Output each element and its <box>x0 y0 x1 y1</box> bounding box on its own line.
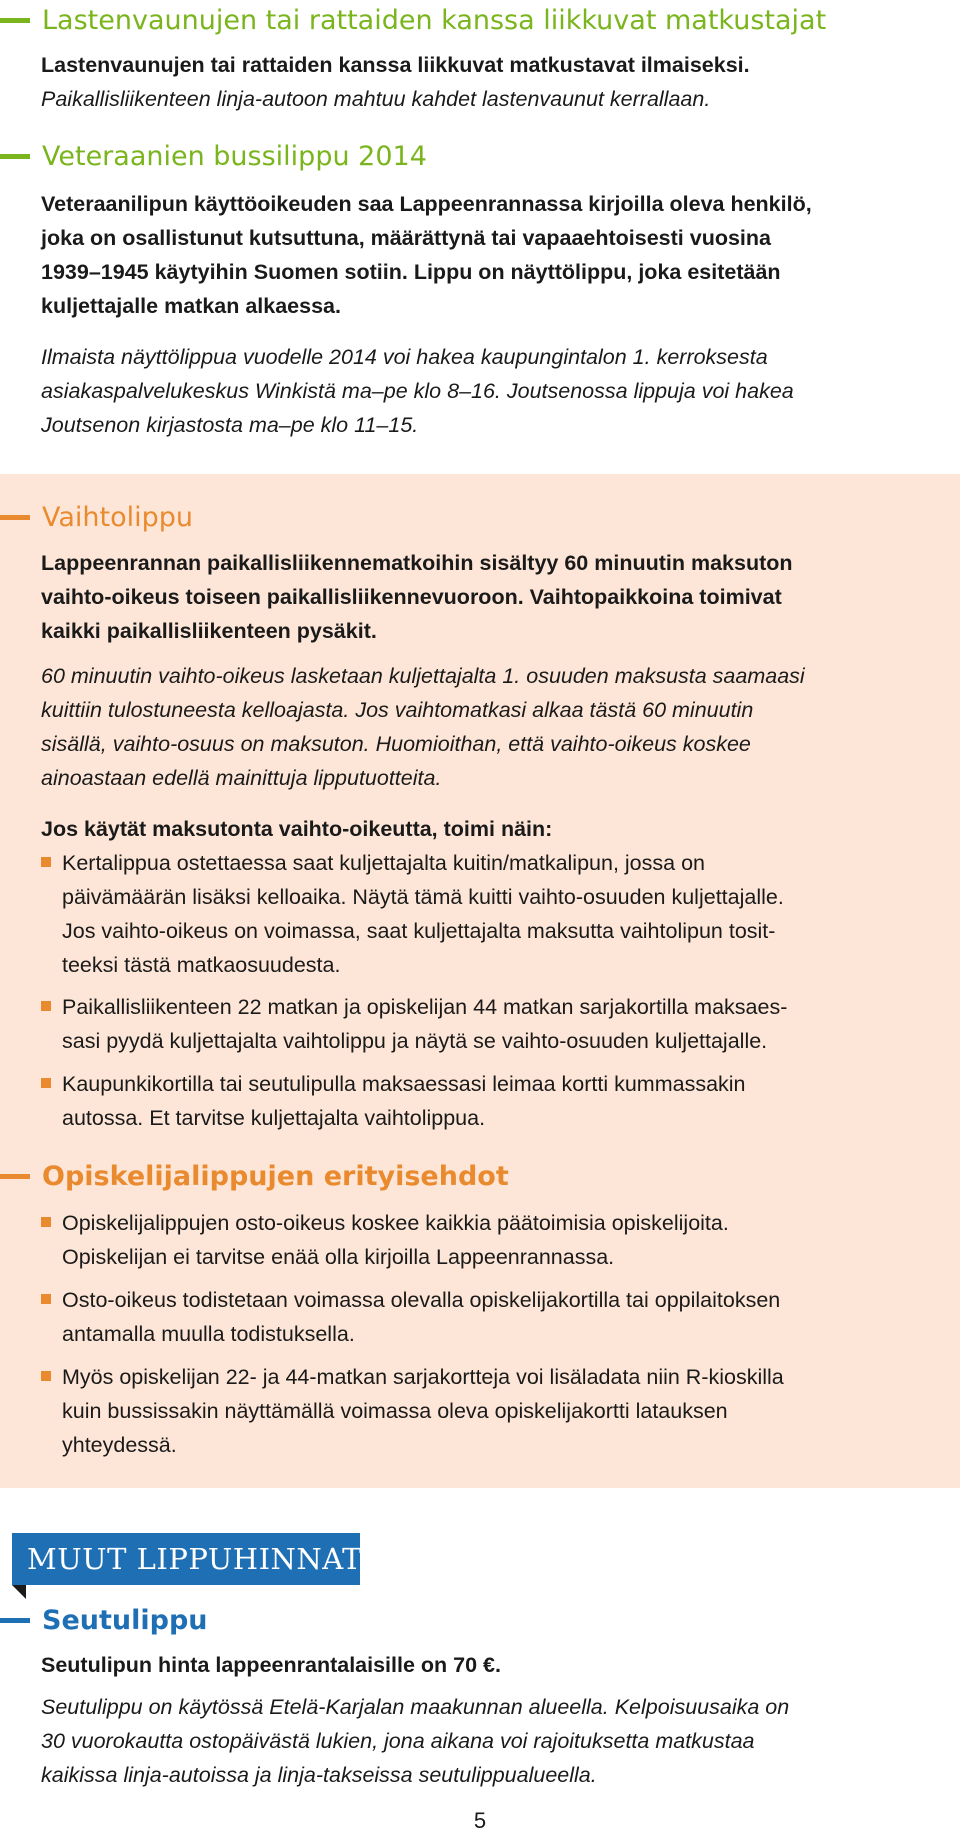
bullet-square <box>41 857 51 867</box>
banner-corner-fold <box>12 1585 26 1599</box>
vaihtolippu-lead-line: kaikki paikallisliikenteen pysäkit. <box>41 619 377 643</box>
bullet-square <box>41 1078 51 1088</box>
heading-text: Veteraanien bussilippu 2014 <box>42 140 427 172</box>
heading-marker <box>0 1618 30 1623</box>
list-item-line: Paikallisliikenteen 22 matkan ja opiskelijan 44 matkan sarjakortilla maksaes- <box>62 995 788 1019</box>
vaihtolippu-note-line: 60 minuutin vaihto-oikeus lasketaan kuljettajalta 1. osuuden maksusta saamaasi <box>41 664 805 688</box>
heading-marker <box>0 1174 30 1179</box>
vaihtolippu-note-line: sisällä, vaihto-osuus on maksuton. Huomioithan, että vaihto-oikeus koskee <box>41 732 751 756</box>
veteraanit-lead-line: joka on osallistunut kutsuttuna, määrättynä tai vapaaehtoisesti vuosina <box>41 226 771 250</box>
list-item-line: Jos vaihto-oikeus on voimassa, saat kuljettajalta maksutta vaihtolipun tosit- <box>62 919 776 943</box>
list-item-line: teeksi tästä matkaosuudesta. <box>62 953 341 977</box>
heading-opiskelija <box>0 1158 509 1194</box>
veteraanit-lead-line: 1939–1945 käytyihin Suomen sotiin. Lippu on näyttölippu, joka esitetään <box>41 260 781 284</box>
bullet-square <box>41 1217 51 1227</box>
heading-lastenvaunut <box>0 2 826 38</box>
heading-seutulippu <box>0 1602 208 1638</box>
heading-marker <box>0 154 30 159</box>
veteraanit-note-line: asiakaspalvelukeskus Winkistä ma–pe klo 8–16. Joutsenossa lippuja voi hakea <box>41 379 794 403</box>
list-item-line: sasi pyydä kuljettajalta vaihtolippu ja näytä se vaihto-osuuden kuljettajalle. <box>62 1029 768 1053</box>
bullet-square <box>41 1294 51 1304</box>
list-item-line: Opiskelijan ei tarvitse enää olla kirjoilla Lappeenrannassa. <box>62 1245 615 1269</box>
bullet-square <box>41 1371 51 1381</box>
vaihtolippu-lead-line: Lappeenrannan paikallisliikennematkoihin sisältyy 60 minuutin maksuton <box>41 551 793 575</box>
seutulippu-note-line: Seutulippu on käytössä Etelä-Karjalan maakunnan alueella. Kelpoisuusaika on <box>41 1695 790 1719</box>
list-item-line: Kaupunkikortilla tai seutulipulla maksaessasi leimaa kortti kummassakin <box>62 1072 746 1096</box>
heading-text: Opiskelijalippujen erityisehdot <box>42 1160 509 1192</box>
heading-text: Seutulippu <box>42 1604 208 1636</box>
list-item-line: Osto-oikeus todistetaan voimassa olevalla opiskelijakortilla tai oppilaitoksen <box>62 1288 781 1312</box>
banner-title: MUUT LIPPUHINNAT <box>27 1542 363 1576</box>
vaihtolippu-list-title: Jos käytät maksutonta vaihto-oikeutta, toimi näin: <box>41 817 553 841</box>
veteraanit-note-line: Ilmaista näyttölippua vuodelle 2014 voi hakea kaupungintalon 1. kerroksesta <box>41 345 768 369</box>
list-item-line: Kertalippua ostettaessa saat kuljettajalta kuitin/matkalipun, jossa on <box>62 851 705 875</box>
heading-vaihtolippu <box>0 499 193 535</box>
list-item-line: päivämäärän lisäksi kelloaika. Näytä tämä kuitti vaihto-osuuden kuljettajalle. <box>62 885 784 909</box>
list-item-line: yhteydessä. <box>62 1433 177 1457</box>
seutulippu-lead: Seutulipun hinta lappeenrantalaisille on 70 €. <box>41 1653 501 1677</box>
list-item-line: Opiskelijalippujen osto-oikeus koskee kaikkia päätoimisia opiskelijoita. <box>62 1211 729 1235</box>
seutulippu-note-line: 30 vuorokautta ostopäivästä lukien, jona aikana voi rajoituksetta matkustaa <box>41 1729 755 1753</box>
lastenvaunut-lead: Lastenvaunujen tai rattaiden kanssa liikkuvat matkustavat ilmaiseksi. <box>41 53 750 77</box>
vaihtolippu-note-line: kuittiin tulostuneesta kelloajasta. Jos vaihtomatkasi alkaa tästä 60 minuutin <box>41 698 754 722</box>
list-item-line: Myös opiskelijan 22- ja 44-matkan sarjakortteja voi lisäladata niin R-kioskilla <box>62 1365 784 1389</box>
muut-lippuhinnat-banner <box>12 1533 363 1585</box>
vaihtolippu-note-line: ainoastaan edellä mainittuja lipputuotteita. <box>41 766 442 790</box>
heading-marker <box>0 515 30 520</box>
seutulippu-note-line: kaikissa linja-autoissa ja linja-takseissa seutulippualueella. <box>41 1763 597 1787</box>
lastenvaunut-note: Paikallisliikenteen linja-autoon mahtuu kahdet lastenvaunut kerrallaan. <box>41 87 711 111</box>
heading-text: Vaihtolippu <box>42 501 194 533</box>
heading-veteraanit <box>0 138 427 174</box>
bullet-square <box>41 1001 51 1011</box>
veteraanit-lead-line: Veteraanilipun käyttöoikeuden saa Lappeenrannassa kirjoilla oleva henkilö, <box>41 192 812 216</box>
vaihtolippu-lead-line: vaihto-oikeus toiseen paikallisliikennevuoroon. Vaihtopaikkoina toimivat <box>41 585 782 609</box>
veteraanit-lead-line: kuljettajalle matkan alkaessa. <box>41 294 341 318</box>
list-item-line: antamalla muulla todistuksella. <box>62 1322 355 1346</box>
heading-text: Lastenvaunujen tai rattaiden kanssa liikkuvat matkustajat <box>42 4 827 36</box>
list-item-line: autossa. Et tarvitse kuljettajalta vaihtolippua. <box>62 1106 486 1130</box>
veteraanit-note-line: Joutsenon kirjastosta ma–pe klo 11–15. <box>41 413 419 437</box>
heading-marker <box>0 18 30 23</box>
page-number: 5 <box>473 1808 487 1833</box>
list-item-line: kuin bussissakin näyttämällä voimassa oleva opiskelijakortti latauksen <box>62 1399 728 1423</box>
